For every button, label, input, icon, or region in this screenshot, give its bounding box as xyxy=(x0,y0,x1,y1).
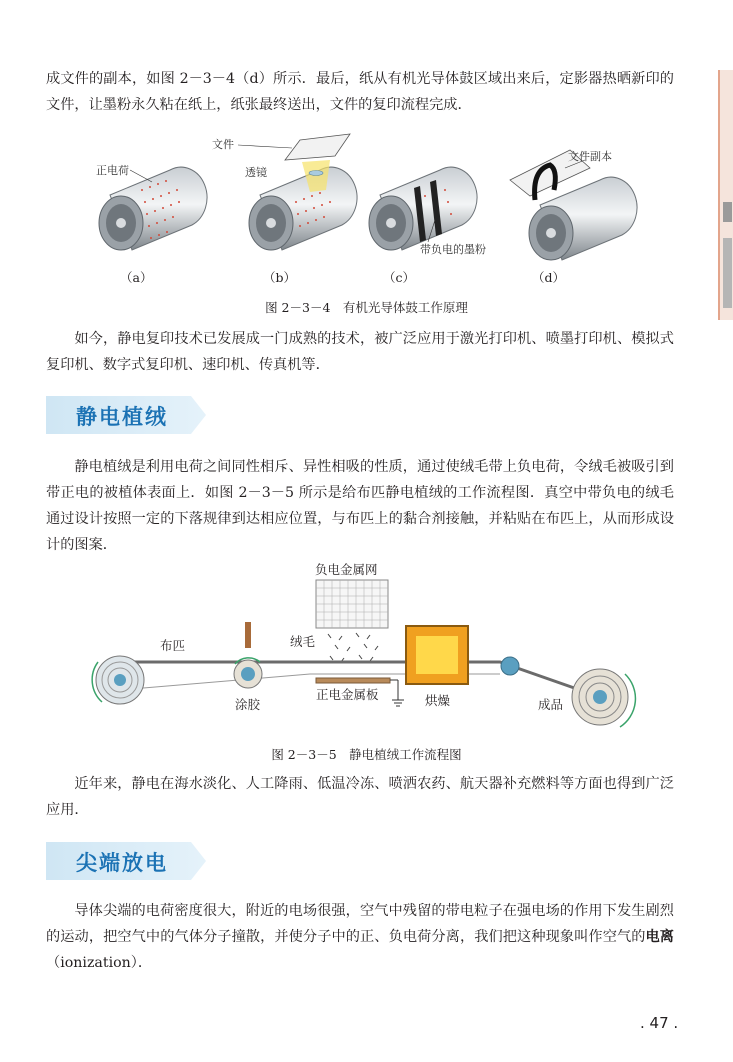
chapter-side-tab xyxy=(718,70,733,320)
label-glue: 涂胶 xyxy=(235,697,261,712)
subcaption-a: （a） xyxy=(120,270,153,285)
page-number: . 47 . xyxy=(640,1014,679,1032)
side-tab-mark xyxy=(723,202,732,222)
paragraph-intro: 成文件的副本，如图 2－3－4（d）所示．最后，纸从有机光导体鼓区域出来后，定影器热晒新印的文件，让墨粉永久粘在纸上，纸张最终送出，文件的复印流程完成． xyxy=(46,71,674,113)
figure-caption-2-3-4: 图 2－3－4 有机光导体鼓工作原理 xyxy=(265,300,468,315)
label-negative-mesh: 负电金属网 xyxy=(315,562,378,577)
paragraph-recent-uses: 近年来，静电在海水淡化、人工降雨、低温冷冻、喷洒农药、航天器补充燃料等方面也得到广泛应用． xyxy=(46,776,674,818)
paragraph-text-end: （ionization）． xyxy=(46,955,153,971)
subcaption-c: （c） xyxy=(383,270,416,285)
fluff-particles xyxy=(328,633,378,662)
label-lens: 透镜 xyxy=(245,166,267,179)
paragraph-applications: 如今，静电复印技术已发展成一门成熟的技术，被广泛应用于激光打印机、喷墨打印机、模拟式复印机、数字式复印机、速印机、传真机等． xyxy=(46,331,674,373)
section-heading-flocking xyxy=(46,396,216,434)
label-positive-charge: 正电荷 xyxy=(96,164,129,177)
positive-metal-plate xyxy=(316,678,390,683)
figure-drum-principle xyxy=(80,130,640,290)
paragraph-text: 导体尖端的电荷密度很大，附近的电场很强，空气中残留的带电粒子在强电场的作用下发生剧烈的运动，把空气中的气体分子撞散，并使分子中的正、负电荷分离，我们把这种现象叫作空气的 xyxy=(46,903,674,945)
label-product: 成品 xyxy=(538,697,564,712)
guide-roller xyxy=(501,657,519,675)
negative-metal-mesh xyxy=(316,580,388,628)
drum-d xyxy=(510,149,637,285)
scraper-blade xyxy=(245,622,251,648)
subcaption-d: （d） xyxy=(532,270,566,285)
term-ionization: 电离 xyxy=(645,929,674,945)
drum-a xyxy=(96,163,207,285)
dryer-oven xyxy=(406,626,468,684)
figure-caption-2-3-5: 图 2－3－5 静电植绒工作流程图 xyxy=(271,747,462,762)
cloth-roll xyxy=(92,656,144,704)
section-title: 尖端放电 xyxy=(76,851,168,875)
paragraph-ionization xyxy=(46,898,674,976)
subcaption-b: （b） xyxy=(263,270,297,285)
label-cloth: 布匹 xyxy=(160,638,186,653)
drum-b xyxy=(212,134,357,285)
label-drying: 烘燥 xyxy=(425,693,451,708)
product-roll xyxy=(572,669,635,727)
paragraph-flocking: 静电植绒是利用电荷之间同性相斥、异性相吸的性质，通过使绒毛带上负电荷，令绒毛被吸引到带正电的被植体表面上．如图 2－3－5 所示是给布匹静电植绒的工作流程图．真空中带负电的绒毛通过设计按照一定的下落规律到达相应位置，与布匹上的黏合剂接触，并粘贴在布匹上，从而形成设计的图案． xyxy=(46,459,674,553)
document-sheet xyxy=(285,134,350,160)
label-positive-plate: 正电金属板 xyxy=(316,687,379,702)
drum-c xyxy=(369,167,486,285)
label-toner: 带负电的墨粉 xyxy=(420,243,486,256)
figure-flocking-process xyxy=(80,562,640,740)
section-heading-point-discharge xyxy=(46,842,216,880)
label-copy: 文件副本 xyxy=(568,150,612,163)
label-document: 文件 xyxy=(212,138,234,151)
label-fluff: 绒毛 xyxy=(290,634,316,649)
section-title: 静电植绒 xyxy=(76,405,168,429)
